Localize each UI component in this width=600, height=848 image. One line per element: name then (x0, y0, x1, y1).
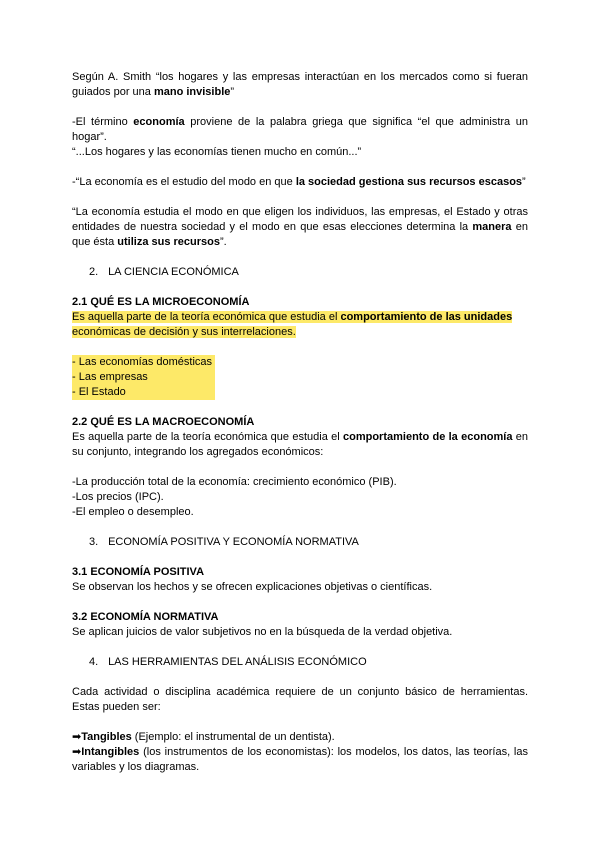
list-item: -Los precios (IPC). (72, 491, 164, 503)
smith-paragraph: Según A. Smith “los hogares y las empresas interactúan en los mercados como si fueran guiados por una mano invisible” (72, 71, 528, 98)
section-2-heading: 2. LA CIENCIA ECONÓMICA (89, 266, 239, 278)
escasez-paragraph: -“La economía es el estudio del modo en que la sociedad gestiona sus recursos escasos” (72, 176, 526, 188)
herramientas-intro: Cada actividad o disciplina académica requiere de un conjunto básico de herramientas. Estas pueden ser: (72, 686, 528, 713)
micro-list (72, 355, 528, 400)
section-3-1-heading: 3.1 ECONOMÍA POSITIVA (72, 566, 205, 578)
list-item: -El empleo o desempleo. (72, 506, 194, 518)
macro-list (72, 475, 528, 520)
section-3-heading: 3. ECONOMÍA POSITIVA Y ECONOMÍA NORMATIVA (89, 536, 359, 548)
section-4-heading: 4. LAS HERRAMIENTAS DEL ANÁLISIS ECONÓMICO (89, 656, 367, 668)
economia-definition: -El término economía proviene de la palabra griega que significa “el que administra un hogar”. (72, 116, 528, 143)
micro-list-box (72, 355, 215, 400)
tangibles-item: ➡Tangibles (Ejemplo: el instrumental de un dentista). (72, 731, 335, 743)
list-item: - Las economías domésticas (72, 356, 213, 368)
positiva-text: Se observan los hechos y se ofrecen explicaciones objetivas o científicas. (72, 581, 433, 593)
intangibles-item: ➡Intangibles (los instrumentos de los economistas): los modelos, los datos, las teorías, las variables y los diagramas. (72, 746, 528, 773)
eleccion-paragraph: “La economía estudia el modo en que eligen los individuos, las empresas, el Estado y otras entidades de nuestra sociedad y el modo en que esas elecciones determina la manera en que ésta utiliza sus recursos”. (72, 206, 529, 248)
section-2-1-heading: 2.1 QUÉ ES LA MICROECONOMÍA (72, 296, 250, 308)
section-3-2-heading: 3.2 ECONOMÍA NORMATIVA (72, 611, 219, 623)
arrow-icon: ➡ (72, 746, 82, 758)
micro-definition: Es aquella parte de la teoría económica que estudia el comportamiento de las unidades económicas de decisión y sus interrelaciones. (72, 311, 513, 338)
document-page (72, 70, 528, 775)
arrow-icon: ➡ (72, 731, 82, 743)
list-item: - Las empresas (72, 371, 148, 383)
normativa-text: Se aplican juicios de valor subjetivos no en la búsqueda de la verdad objetiva. (72, 626, 453, 638)
list-item: -La producción total de la economía: crecimiento económico (PIB). (72, 476, 397, 488)
section-2-2-heading: 2.2 QUÉ ES LA MACROECONOMÍA (72, 416, 255, 428)
hogares-quote: “...Los hogares y las economías tienen mucho en común...” (72, 146, 362, 158)
list-item: - El Estado (72, 386, 126, 398)
macro-definition: Es aquella parte de la teoría económica que estudia el comportamiento de la economía en su conjunto, integrando los agregados económicos: (72, 431, 529, 458)
